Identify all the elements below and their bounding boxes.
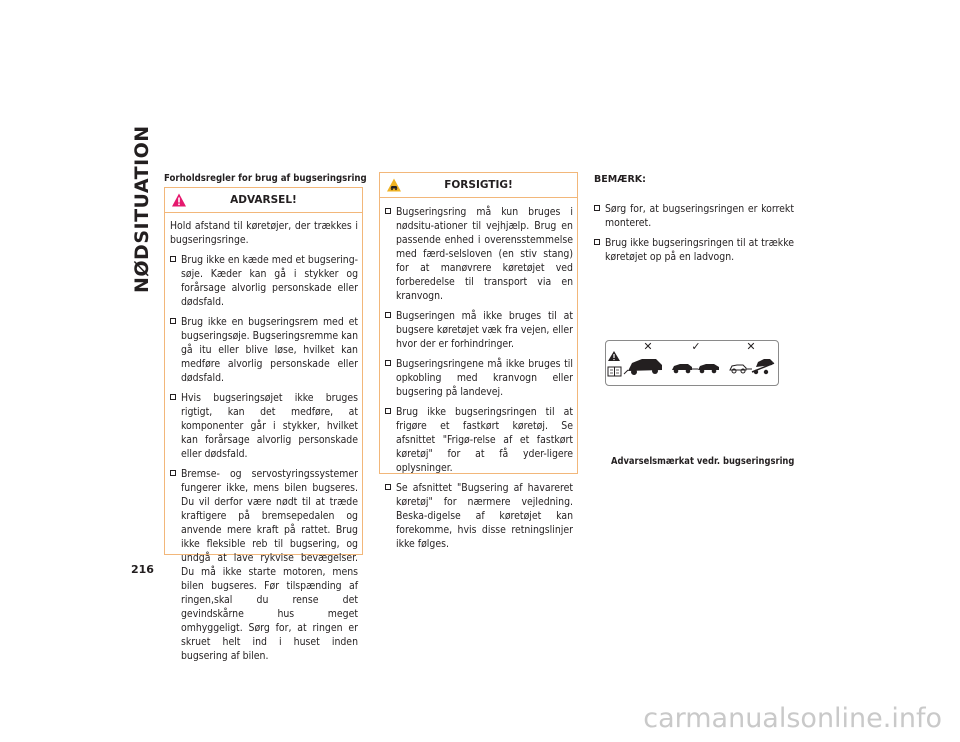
list-item: Brug ikke bugseringsringen til at frigøre et fastkørt køretøj. Se afsnittet "Frigø-relse af et fastkørt køretøj" for at få yder-ligere oplysninger. xyxy=(385,405,573,475)
flatbed-pictogram xyxy=(730,359,774,374)
tow-ring-warning-label xyxy=(605,340,779,386)
list-item: Bugseringsringene må ikke bruges til opkobling med kranvogn eller bugsering på landevej. xyxy=(385,357,573,399)
warning-intro: Hold afstand til køretøjer, der trækkes i bugseringsringe. xyxy=(170,220,358,246)
warning-list xyxy=(170,253,358,663)
list-item: Bugseringen må ikke bruges til at bugsere køretøjet væk fra vejen, eller hvor der er forhindringer. xyxy=(385,309,573,351)
manual-book-icon xyxy=(608,367,621,376)
list-item: Bremse- og servostyringssystemer fungerer ikke, mens bilen bugseres. Du vil derfor være nødt til at træde kraftigere på bremsepedalen og anvende mere kraft på rattet. Brug ikke fleksible reb til bugsering, og undgå at lave rykvise bevægelser. Du må ikke starte motoren, mens bilen bugseres. Før tilspænding af ringen,skal du rense det gevindskårne hus meget omhyggeligt. Sørg for, at ringen er skruet helt ind i huset inden bugsering af bilen. xyxy=(170,467,358,663)
list-item: Sørg for, at bugseringsringen er korrekt monteret. xyxy=(594,202,794,230)
note-heading: BEMÆRK: xyxy=(594,174,646,185)
figure-caption: Advarselsmærkat vedr. bugseringsring xyxy=(611,456,795,467)
caution-list xyxy=(385,205,573,551)
flat-tow-pictogram xyxy=(672,364,719,373)
section-heading: Forholdsregler for brug af bugseringsring xyxy=(164,173,367,184)
note-list xyxy=(594,202,794,264)
list-item: Se afsnittet "Bugsering af havareret køretøj" for nærmere vejledning. Beska-digelse af køretøjet kan forekomme, hvis disse retningslinjer ikke følges. xyxy=(385,481,573,551)
warning-triangle-icon xyxy=(608,351,620,361)
caution-title: FORSIGTIG! xyxy=(444,179,513,191)
page-number: 216 xyxy=(131,563,154,576)
list-item: Brug ikke bugseringsringen til at trække køretøjet op på en ladvogn. xyxy=(594,236,794,264)
label-mark: ✕ xyxy=(746,341,756,353)
section-title: NØDSITUATION xyxy=(131,125,153,293)
tow-lift-pictogram xyxy=(624,359,662,375)
warning-box xyxy=(164,187,363,662)
list-item: Brug ikke en bugseringsrem med et bugseringsøje. Bugseringsremme kan gå itu eller blive løse, hvilket kan medføre alvorlig personskade eller dødsfald. xyxy=(170,315,358,385)
warning-header xyxy=(165,188,362,213)
list-item: Brug ikke en kæde med et bugsering-søje. Kæder kan gå i stykker og forårsage alvorlig personskade eller dødsfald. xyxy=(170,253,358,309)
caution-header xyxy=(380,173,577,198)
warning-title: ADVARSEL! xyxy=(230,194,297,206)
watermark: carmanualsonline.info xyxy=(643,703,942,734)
list-item: Hvis bugseringsøjet ikke bruges rigtigt, kan det medføre, at komponenter går i stykker, hvilket kan forårsage alvorlig personskade eller dødsfald. xyxy=(170,391,358,461)
tow-label-illustration xyxy=(606,341,778,385)
caution-car-icon xyxy=(386,177,402,193)
label-mark: ✕ xyxy=(643,341,653,353)
list-item: Bugseringsring må kun bruges i nødsitu-ationer til vejhjælp. Brug en passende enhed i overensstemmelse med færd-selsloven (en stiv stang) for at manøvrere køretøjet ved forberedelse til transport via en kranvogn. xyxy=(385,205,573,303)
label-mark: ✓ xyxy=(691,341,701,353)
caution-box xyxy=(379,172,578,550)
warning-triangle-icon xyxy=(171,192,187,208)
